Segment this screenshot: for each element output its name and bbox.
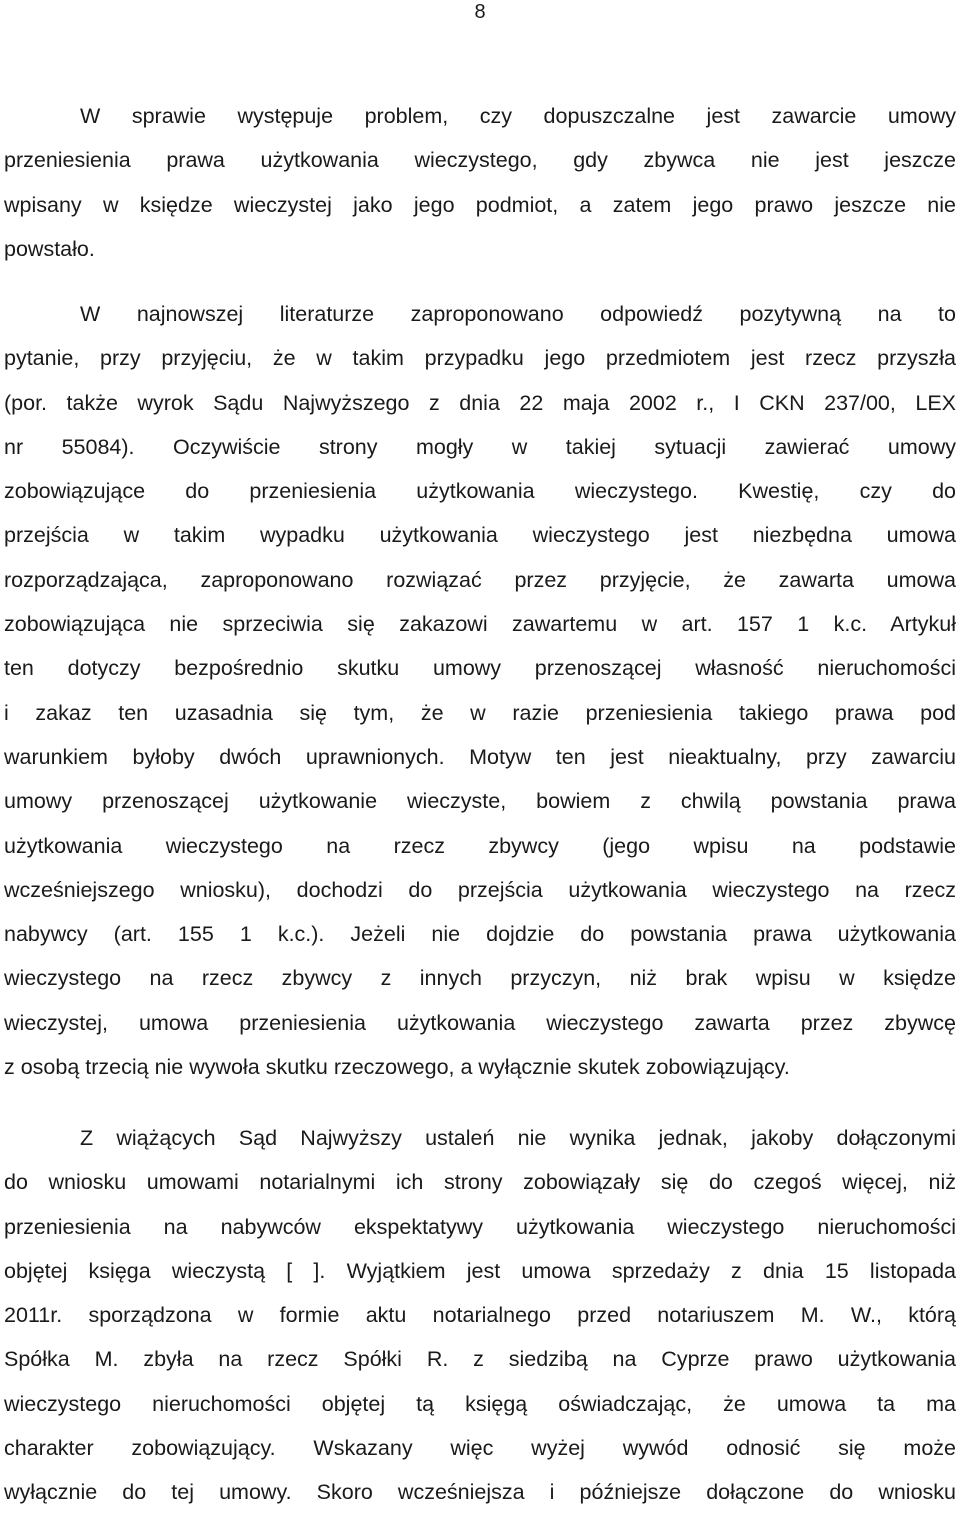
text-line: W najnowszej literaturze zaproponowano odpowiedź pozytywną na to — [80, 302, 956, 326]
text-line: z osobą trzecią nie wywoła skutku rzeczowego, a wyłącznie skutek zobowiązujący. — [4, 1055, 790, 1080]
text-line: nr 55084). Oczywiście strony mogły w takiej sytuacji zawierać umowy — [4, 434, 956, 459]
text-line: Z wiążących Sąd Najwyższy ustaleń nie wynika jednak, jakoby dołączonymi — [80, 1126, 956, 1150]
paragraph-1 — [4, 94, 956, 271]
text-line: nabywcy (art. 155 1 k.c.). Jeżeli nie dojdzie do powstania prawa użytkowania — [4, 922, 956, 947]
text-line: wyłącznie do tej umowy. Skoro wcześniejsza i późniejsze dołączone do wniosku — [4, 1480, 956, 1505]
text-line: i zakaz ten uzasadnia się tym, że w razie przeniesienia takiego prawa pod — [4, 700, 956, 725]
text-line: objętej księga wieczystą [ ]. Wyjątkiem jest umowa sprzedaży z dnia 15 listopada — [4, 1258, 956, 1283]
text-line: wcześniejszego wniosku), dochodzi do przejścia użytkowania wieczystego na rzecz — [4, 877, 956, 902]
text-line: charakter zobowiązujący. Wskazany więc wyżej wywód odnosić się może — [4, 1436, 956, 1461]
text-line: użytkowania wieczystego na rzecz zbywcy (jego wpisu na podstawie — [4, 833, 956, 858]
text-line: przejścia w takim wypadku użytkowania wieczystego jest niezbędna umowa — [4, 523, 956, 548]
text-line: (por. także wyrok Sądu Najwyższego z dnia 22 maja 2002 r., I CKN 237/00, LEX — [4, 390, 956, 415]
page-number: 8 — [474, 1, 486, 23]
text-line: ten dotyczy bezpośrednio skutku umowy przenoszącej własność nieruchomości — [4, 656, 956, 681]
text-line: Spółka M. zbyła na rzecz Spółki R. z siedzibą na Cyprze prawo użytkowania — [4, 1347, 956, 1372]
text-line: powstało. — [4, 236, 95, 261]
text-line: W sprawie występuje problem, czy dopuszczalne jest zawarcie umowy — [80, 104, 956, 128]
paragraph-3 — [4, 1116, 956, 1515]
text-line: rozporządzająca, zaproponowano rozwiązać przez przyjęcie, że zawarta umowa — [4, 567, 956, 592]
text-line: warunkiem byłoby dwóch uprawnionych. Motyw ten jest nieaktualny, przy zawarciu — [4, 744, 956, 769]
text-line: 2011r. sporządzona w formie aktu notarialnego przed notariuszem M. W., którą — [4, 1303, 956, 1328]
text-line: wieczystego na rzecz zbywcy z innych przyczyn, niż brak wpisu w księdze — [4, 966, 956, 991]
text-line: umowy przenoszącej użytkowanie wieczyste, bowiem z chwilą powstania prawa — [4, 789, 956, 814]
text-line: do wniosku umowami notarialnymi ich strony zobowiązały się do czegoś więcej, niż — [4, 1170, 956, 1195]
text-line: wpisany w księdze wieczystej jako jego podmiot, a zatem jego prawo jeszcze nie — [4, 192, 956, 217]
text-line: wieczystego nieruchomości objętej tą księgą oświadczając, że umowa ta ma — [4, 1391, 956, 1416]
text-line: przeniesienia na nabywców ekspektatywy użytkowania wieczystego nieruchomości — [4, 1214, 956, 1239]
paragraph-2 — [4, 292, 956, 1089]
text-line: zobowiązująca nie sprzeciwia się zakazowi zawartemu w art. 157 1 k.c. Artykuł — [4, 612, 956, 637]
text-line: zobowiązujące do przeniesienia użytkowania wieczystego. Kwestię, czy do — [4, 479, 956, 504]
text-line: pytanie, przy przyjęciu, że w takim przypadku jego przedmiotem jest rzecz przyszła — [4, 346, 956, 371]
text-line: wieczystej, umowa przeniesienia użytkowania wieczystego zawarta przez zbywcę — [4, 1010, 956, 1035]
text-line: przeniesienia prawa użytkowania wieczystego, gdy zbywca nie jest jeszcze — [4, 148, 956, 173]
